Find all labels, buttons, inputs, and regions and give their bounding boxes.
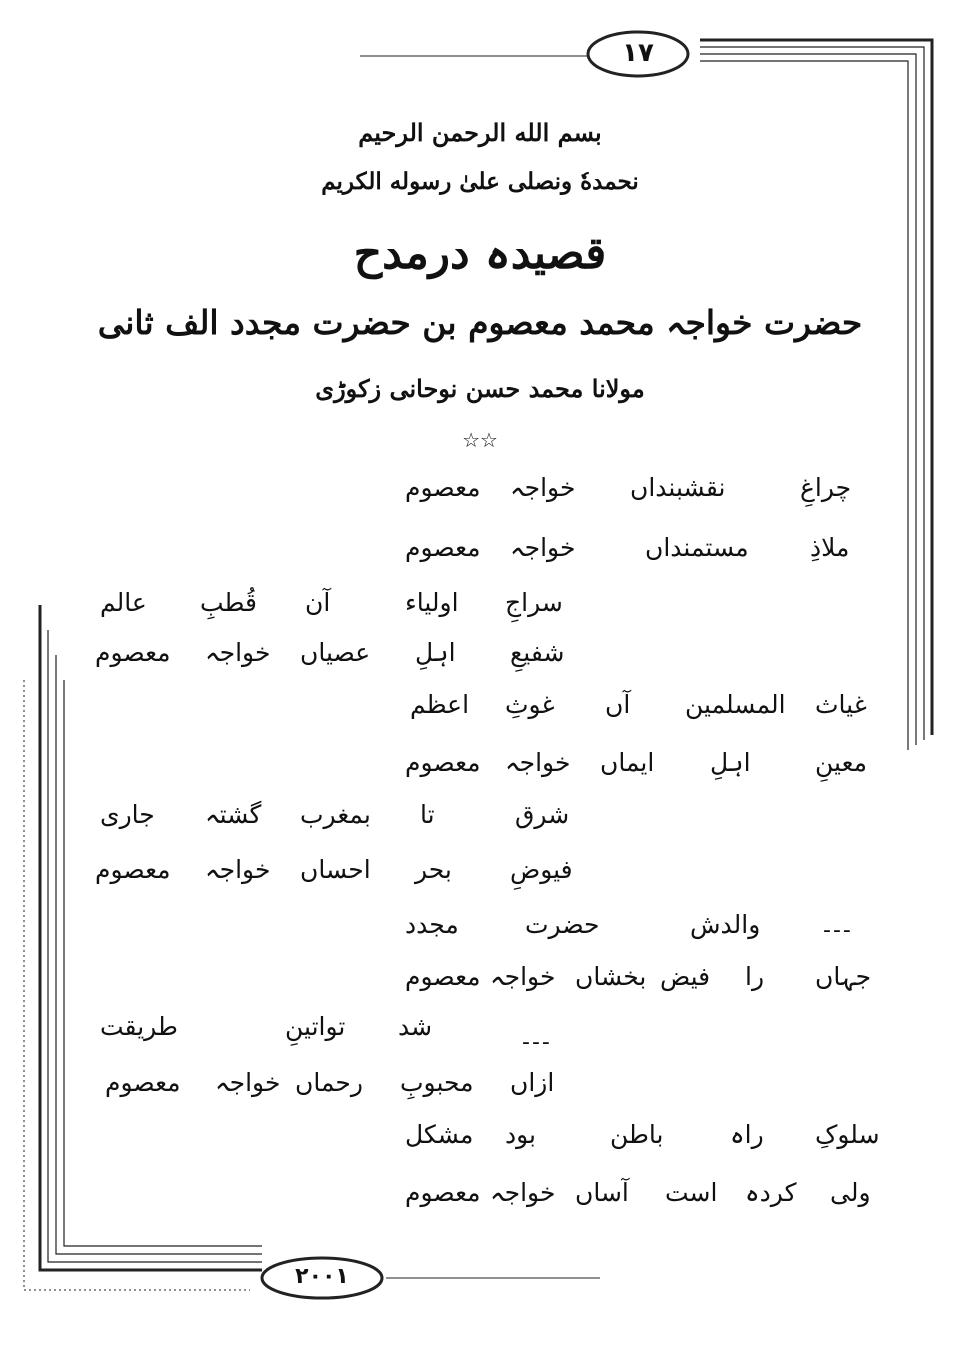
verse-word: بخشاں xyxy=(575,962,647,991)
verse-word: فیض xyxy=(660,962,711,991)
verse-word: ازاں xyxy=(510,1068,555,1097)
verse-word: است xyxy=(665,1178,718,1207)
verse-word: مشکل xyxy=(405,1120,474,1149)
basmala: بسم الله الرحمن الرحيم xyxy=(358,118,602,147)
verse-word: احساں xyxy=(300,855,371,884)
verse-word: شفیعِ xyxy=(510,638,565,667)
verse-word: بمغرب xyxy=(300,800,371,829)
verse-word: والدش xyxy=(690,910,761,939)
verse-word: چراغِ xyxy=(800,473,852,502)
verse-word: معصوم xyxy=(95,638,171,667)
verse-word: اعظم xyxy=(410,690,470,719)
verse-word: معصوم xyxy=(405,1178,481,1207)
verse-word: شد xyxy=(398,1012,433,1041)
verse-word: آن xyxy=(305,588,331,617)
verse-word: معصوم xyxy=(405,533,481,562)
verse-word: --- xyxy=(522,1030,552,1055)
verse-word: آں xyxy=(605,690,631,719)
verse-word: ولی xyxy=(830,1178,871,1207)
verse-word: اولیاء xyxy=(405,588,459,617)
verse-word: معصوم xyxy=(405,962,481,991)
verse-word: --- xyxy=(823,918,853,943)
verse-word: خواجہ xyxy=(205,855,271,884)
subtitle: حضرت خواجہ محمد معصوم بن حضرت مجدد الف ثانی xyxy=(97,303,863,342)
author-line: مولانا محمد حسن نوحانی زکوڑی xyxy=(315,374,645,403)
verse-word: خواجہ xyxy=(490,1178,556,1207)
verse-word: بحر xyxy=(415,855,452,884)
verse-word: جاری xyxy=(100,800,155,829)
verse-word: بود xyxy=(505,1120,537,1149)
verse-word: خواجہ xyxy=(505,748,571,777)
verse-word: اہلِ xyxy=(710,748,751,777)
verse-word: طریقت xyxy=(100,1012,178,1041)
verse-word: رحماں xyxy=(295,1068,363,1097)
verse-word: معصوم xyxy=(405,748,481,777)
verse-word: اہلِ xyxy=(415,638,456,667)
verse-word: مستمنداں xyxy=(645,533,749,562)
verse-word: معصوم xyxy=(95,855,171,884)
verse-word: خواجہ xyxy=(205,638,271,667)
verse-word: جہاں xyxy=(815,962,872,991)
verse-word: خواجہ xyxy=(490,962,556,991)
verse-word: خواجہ xyxy=(510,473,576,502)
page-number-top: ١٧ xyxy=(622,38,654,68)
verse-word: فیوضِ xyxy=(510,855,573,884)
verse-word: سراجِ xyxy=(505,588,563,617)
praise-line: نحمدهٗ ونصلی علیٰ رسوله الکریم xyxy=(321,168,639,195)
verse-word: راہ xyxy=(730,1120,764,1149)
verse-word: کردہ xyxy=(745,1178,797,1207)
verse-word: را xyxy=(745,962,765,991)
page-title: قصیدہ درمدح xyxy=(353,228,607,279)
verse-word: شرق xyxy=(515,800,570,829)
verse-word: خواجہ xyxy=(510,533,576,562)
verse-word: غوثِ xyxy=(505,690,555,719)
verse-word: خواجہ xyxy=(215,1068,281,1097)
verse-word: آساں xyxy=(575,1178,629,1207)
verse-word: المسلمین xyxy=(685,690,786,719)
verse-word: مجدد xyxy=(405,910,459,939)
page-number-bottom: ٢٠٠١ xyxy=(295,1264,349,1289)
verse-word: عالم xyxy=(100,588,147,617)
verse-word: قُطبِ xyxy=(200,588,258,617)
ornament-stars: ☆☆ xyxy=(462,428,498,452)
verse-word: غیاث xyxy=(815,690,867,719)
verse-word: باطن xyxy=(610,1120,664,1149)
verse-word: گشتہ xyxy=(205,800,262,829)
verse-word: سلوکِ xyxy=(815,1120,880,1149)
verse-word: معینِ xyxy=(815,748,868,777)
verse-word: تا xyxy=(420,800,435,829)
verse-word: نقشبنداں xyxy=(630,473,726,502)
verse-word: محبوبِ xyxy=(400,1068,474,1097)
verse-word: ملاذِ xyxy=(810,533,850,562)
verse-word: حضرت xyxy=(525,910,600,939)
verse-word: معصوم xyxy=(405,473,481,502)
verse-word: ایماں xyxy=(600,748,655,777)
verse-word: معصوم xyxy=(105,1068,181,1097)
verse-word: تواتینِ xyxy=(285,1012,346,1041)
verse-word: عصیاں xyxy=(300,638,371,667)
